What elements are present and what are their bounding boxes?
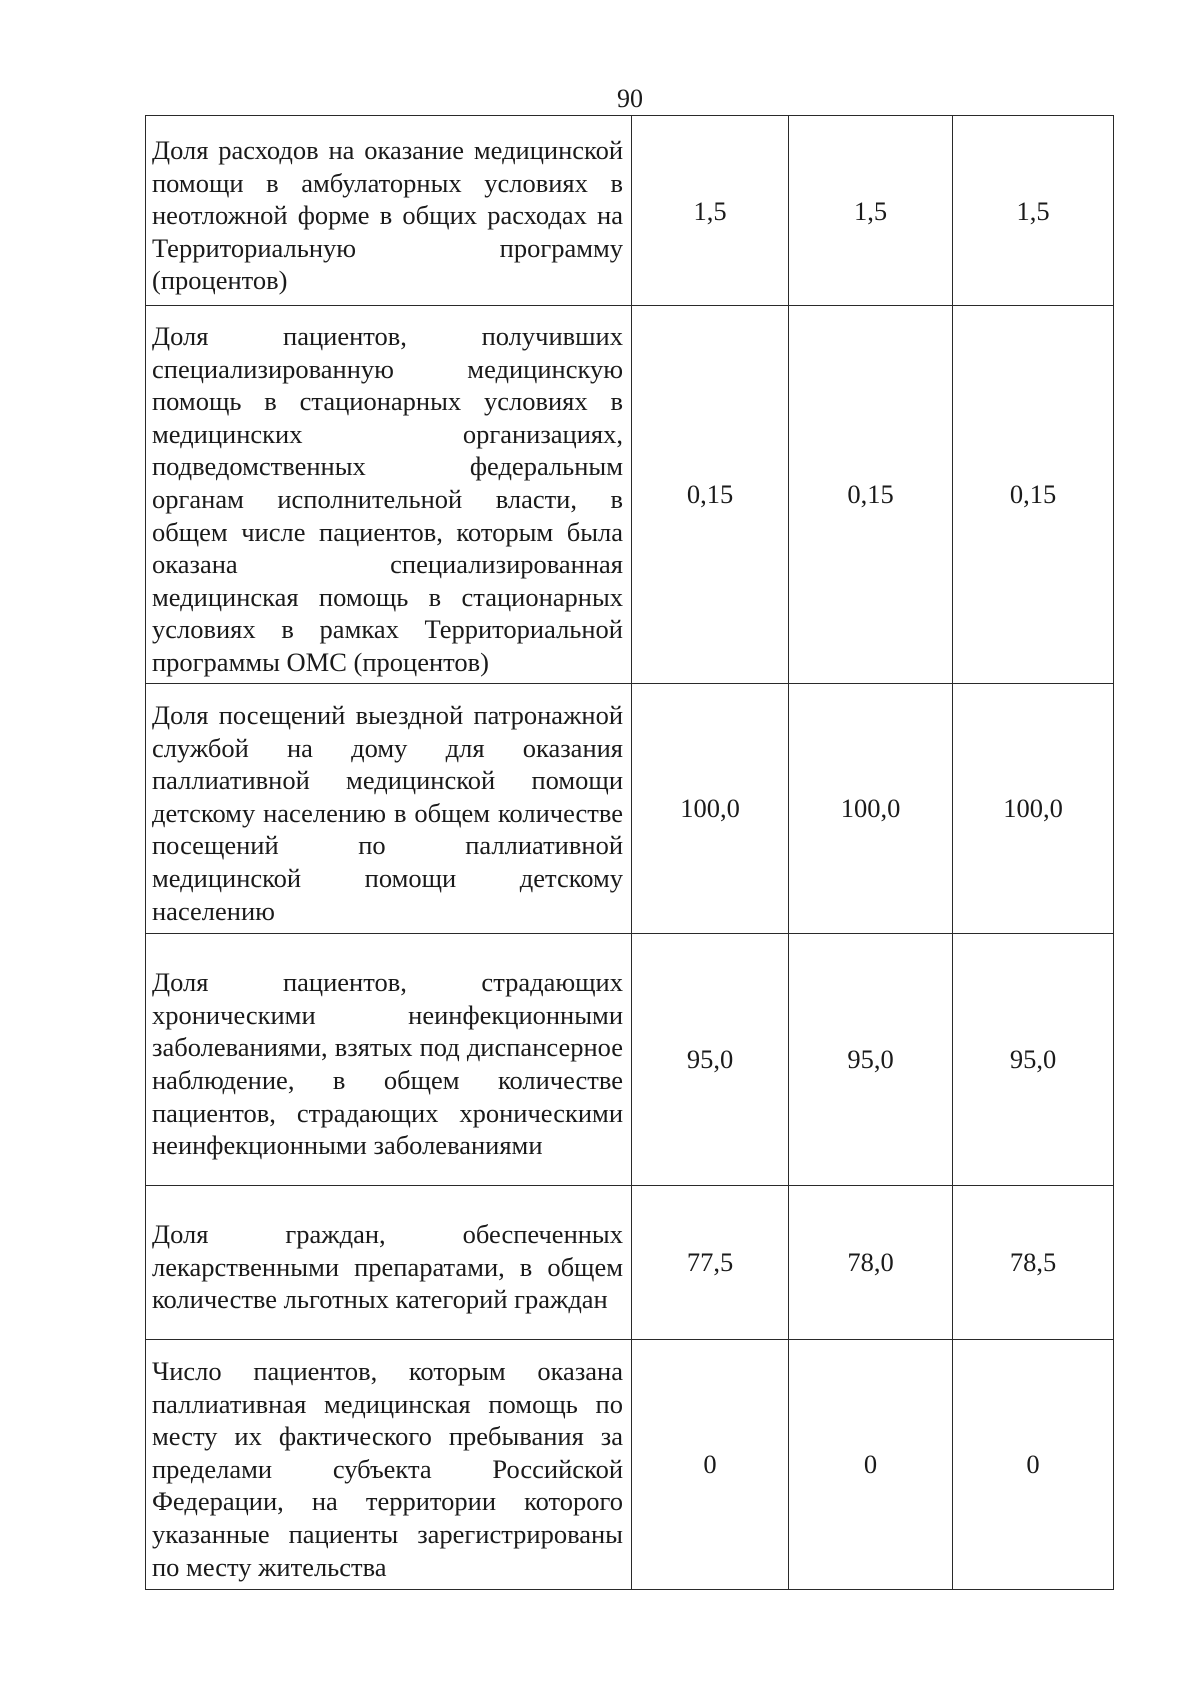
table-row — [146, 1185, 1114, 1339]
indicator-value-year-3: 1,5 — [953, 116, 1114, 306]
indicator-value-year-3: 0,15 — [953, 306, 1114, 684]
indicator-value-year-1: 77,5 — [632, 1185, 789, 1339]
table-row — [146, 116, 1114, 306]
indicator-description: Доля посещений выездной патронажной службой на дому для оказания паллиативной медицинской помощи детскому населению в общем количестве посещений по паллиативной медицинской помощи детскому населению — [146, 683, 632, 933]
page-number: 90 — [617, 84, 643, 113]
indicator-value-year-2: 95,0 — [789, 933, 953, 1185]
indicator-value-year-3: 100,0 — [953, 683, 1114, 933]
indicator-description: Доля расходов на оказание медицинской помощи в амбулаторных условиях в неотложной форме в общих расходах на Территориальную программу (процентов) — [146, 116, 632, 306]
indicator-value-year-2: 0,15 — [789, 306, 953, 684]
indicator-value-year-3: 0 — [953, 1339, 1114, 1589]
indicator-description: Число пациентов, которым оказана паллиативная медицинская помощь по месту их фактического пребывания за пределами субъекта Российской Федерации, на территории которого указанные пациенты зарегистрированы по месту жительства — [146, 1339, 632, 1589]
table-row — [146, 306, 1114, 684]
table-row — [146, 1339, 1114, 1589]
table-row — [146, 683, 1114, 933]
indicators-table — [145, 115, 1114, 1590]
indicator-value-year-2: 1,5 — [789, 116, 953, 306]
table-row — [146, 933, 1114, 1185]
indicator-description: Доля пациентов, получивших специализированную медицинскую помощь в стационарных условиях в медицинских организациях, подведомственных федеральным органам исполнительной власти, в общем числе пациентов, которым была оказана специализированная медицинская помощь в стационарных условиях в рамках Территориальной программы ОМС (процентов) — [146, 306, 632, 684]
indicator-description: Доля граждан, обеспеченных лекарственными препаратами, в общем количестве льготных категорий граждан — [146, 1185, 632, 1339]
indicator-value-year-3: 78,5 — [953, 1185, 1114, 1339]
indicator-value-year-2: 78,0 — [789, 1185, 953, 1339]
indicator-value-year-2: 100,0 — [789, 683, 953, 933]
indicator-value-year-1: 100,0 — [632, 683, 789, 933]
indicator-value-year-3: 95,0 — [953, 933, 1114, 1185]
indicator-value-year-1: 0,15 — [632, 306, 789, 684]
indicator-value-year-1: 1,5 — [632, 116, 789, 306]
indicator-value-year-2: 0 — [789, 1339, 953, 1589]
indicator-description: Доля пациентов, страдающих хроническими неинфекционными заболеваниями, взятых под диспансерное наблюдение, в общем количестве пациентов, страдающих хроническими неинфекционными заболеваниями — [146, 933, 632, 1185]
indicator-value-year-1: 0 — [632, 1339, 789, 1589]
indicator-value-year-1: 95,0 — [632, 933, 789, 1185]
